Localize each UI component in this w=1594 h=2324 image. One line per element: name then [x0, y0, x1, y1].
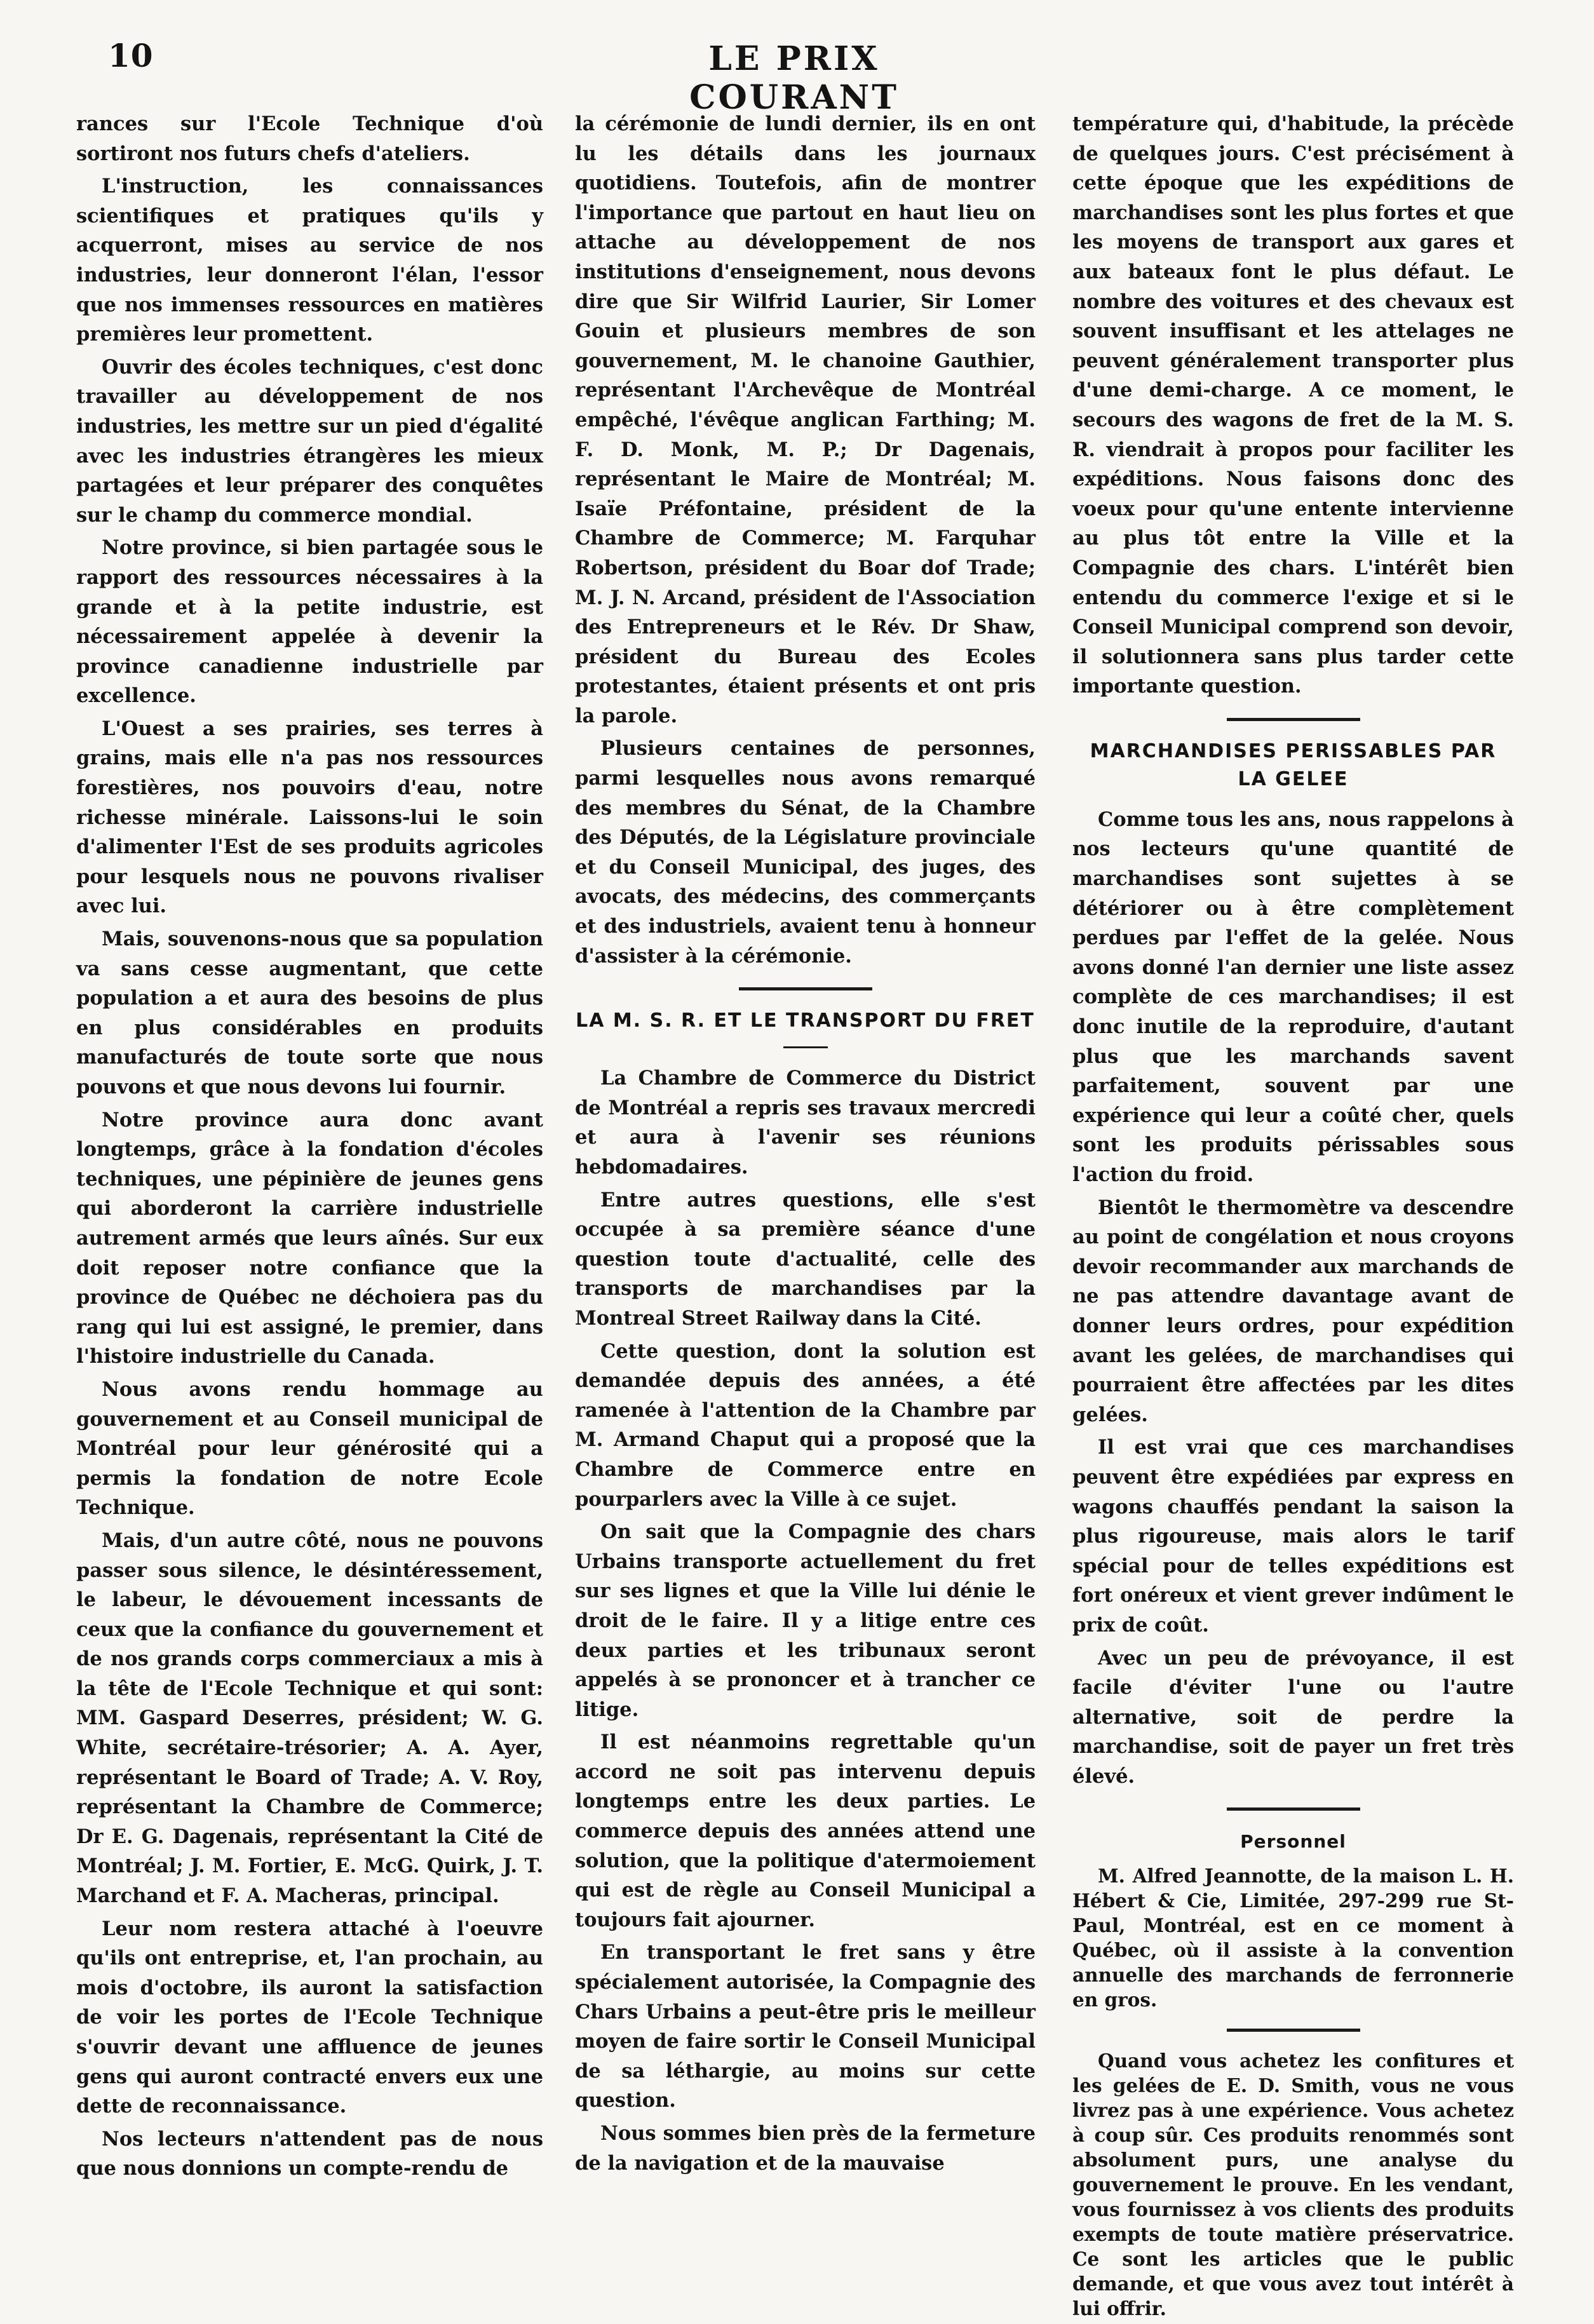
paragraph: Il est vrai que ces marchandises peuvent être expédiées par express en wagons chauffés pendant la saison la plus rigoureuse, mais alors le tarif spécial pour de telles expéditions est fort onéreux et vient grever indûment le prix de coût.: [1072, 1436, 1514, 1637]
paragraph: L'instruction, les connaissances scientifiques et pratiques qu'ils y acquerront, mises au service de nos industries, leur donneront l'élan, l'essor que nos immenses ressources en matières premières leur promettent.: [76, 175, 543, 346]
paragraph: Ouvrir des écoles techniques, c'est donc travailler au développement de nos industries, les mettre sur un pied d'égalité avec les industries étrangères les mieux partagées et leur préparer des conquêtes sur le champ du commerce mondial.: [76, 355, 543, 527]
page-number: 10: [108, 37, 154, 74]
paragraph: Bientôt le thermomètre va descendre au point de congélation et nous croyons devoir recommander aux marchands de ne pas attendre davantage avant de donner leurs ordres, pour expédition avant les gelées, de marchandises qui pourraient être affectées par les dites gelées.: [1072, 1196, 1514, 1426]
paragraph: Entre autres questions, elle s'est occupée à sa première séance d'une question toute d'actualité, celle des transports de marchandises par la Montreal Street Railway dans la Cité.: [575, 1188, 1036, 1330]
paragraph: En transportant le fret sans y être spécialement autorisée, la Compagnie des Chars Urbains a peut-être pris le meilleur moyen de faire sortir le Conseil Municipal de sa léthargie, au moins sur cette question.: [575, 1941, 1036, 2112]
paragraph: M. Alfred Jeannotte, de la maison L. H. Hébert & Cie, Limitée, 297-299 rue St-Paul, Montréal, est en ce moment à Québec, où il assiste à la convention annuelle des marchands de ferronnerie en gros.: [1072, 1865, 1514, 2011]
paragraph: Plusieurs centaines de personnes, parmi lesquelles nous avons remarqué des membres du Sénat, de la Chambre des Députés, de la Législature provinciale et du Conseil Municipal, des juges, des avocats, des médecins, des commerçants et des industriels, avaient tenu à honneur d'assister à la cérémonie.: [575, 737, 1036, 968]
paragraph: Avec un peu de prévoyance, il est facile d'éviter l'une ou l'autre alternative, soit de perdre la marchandise, soit de payer un fret très élevé.: [1072, 1646, 1514, 1788]
section-divider: [1227, 2029, 1360, 2032]
paragraph: Quand vous achetez les confitures et les gelées de E. D. Smith, vous ne vous livrez pas à une expérience. Vous achetez à coup sûr. Ces produits renommés sont absolument purs, une analyse du gouvernement le prouve. En les vendant, vous fournissez à vos clients des produits exempts de toute matière préservatrice. Ce sont les articles que le public demande, et que vous avez tout intérêt à lui offrir.: [1072, 2050, 1514, 2320]
masthead-title: LE PRIX COURANT: [689, 39, 899, 117]
paragraph: Mais, d'un autre côté, nous ne pouvons passer sous silence, le désintéressement, le labeur, le dévouement incessants de ceux que la confiance du gouvernement et de nos grands corps commerciaux a mis à la tête de l'Ecole Technique et qui sont: MM. Gaspard Deserres, président; W. G. White, secrétaire-trésorier; A. A. Ayer, représentant le Board of Trade; A. V. Roy, représentant la Chambre de Commerce; Dr E. G. Dagenais, représentant la Cité de Montréal; J. M. Fortier, E. McG. Quirk, J. T. Marchand et F. A. Macheras, principal.: [76, 1529, 543, 1908]
paragraph: Comme tous les ans, nous rappelons à nos lecteurs qu'une quantité de marchandises sont sujettes à se détériorer ou à être complètement perdues par l'effet de la gelée. Nous avons donné l'an dernier une liste assez complète de ces marchandises; il est donc inutile de la reproduire, d'autant plus que les marchands savent parfaitement, souvent par une expérience qui leur a coûté cher, quels sont les produits périssables sous l'action du froid.: [1072, 807, 1514, 1186]
column-3: [1072, 109, 1514, 2324]
paragraph: Cette question, dont la solution est demandée depuis des années, a été ramenée à l'attention de la Chambre par M. Armand Chaput qui a proposé que la Chambre de Commerce entre en pourparlers avec la Ville à ce sujet.: [575, 1339, 1036, 1511]
section-heading-msr: LA M. S. R. ET LE TRANSPORT DU FRET: [576, 1010, 1035, 1032]
column-1: [76, 109, 543, 2187]
paragraph: La Chambre de Commerce du District de Montréal a repris ses travaux mercredi et aura à l'avenir ses réunions hebdomadaires.: [575, 1067, 1036, 1179]
paragraph: L'Ouest a ses prairies, ses terres à grains, mais elle n'a pas nos ressources forestières, nos pouvoirs d'eau, notre richesse minérale. Laissons-lui le soin d'alimenter l'Est de ses produits agricoles pour lesquels nous ne pouvons rivaliser avec lui.: [76, 717, 543, 918]
paragraph: température qui, d'habitude, la précède de quelques jours. C'est précisément à cette époque que les expéditions de marchandises sont les plus fortes et que les moyens de transport aux gares et aux bateaux font le plus défaut. Le nombre des voitures et des chevaux est souvent insuffisant et les attelages ne peuvent généralement transporter plus d'une demi-charge. A ce moment, le secours des wagons de fret de la M. S. R. viendrait à propos pour faciliter les expéditions. Nous faisons donc des voeux pour qu'une entente intervienne au plus tôt entre la Ville et la Compagnie des chars. L'intérêt bien entendu du commerce l'exige et si le Conseil Municipal comprend son devoir, il solutionnera sans plus tarder cette importante question.: [1072, 112, 1514, 698]
paragraph: Leur nom restera attaché à l'oeuvre qu'ils ont entreprise, et, l'an prochain, au mois d'octobre, ils auront la satisfaction de voir les portes de l'Ecole Technique s'ouvrir devant une affluence de jeunes gens qui auront contracté envers eux une dette de reconnaissance.: [76, 1917, 543, 2118]
paragraph: Notre province aura donc avant longtemps, grâce à la fondation d'écoles techniques, une pépinière de jeunes gens qui aborderont la carrière industrielle autrement armés que leurs aînés. Sur eux doit reposer notre confiance que la province de Québec ne déchoiera pas du rang qui lui est assigné, le premier, dans l'histoire industrielle du Canada.: [76, 1108, 543, 1368]
paragraph: Nous avons rendu hommage au gouvernement et au Conseil municipal de Montréal pour leur générosité qui a permis la fondation de notre Ecole Technique.: [76, 1377, 543, 1520]
column-2: [575, 109, 1036, 2181]
paragraph: Il est néanmoins regrettable qu'un accord ne soit pas intervenu depuis longtemps entre les deux parties. Le commerce depuis des années attend une solution, que la politique d'atermoiement qui est de règle au Conseil Municipal a toujours fait ajourner.: [575, 1731, 1036, 1931]
section-heading-personnel: Personnel: [1240, 1831, 1346, 1853]
section-divider: [1227, 718, 1360, 721]
paragraph: Nos lecteurs n'attendent pas de nous que nous donnions un compte-rendu de: [76, 2127, 543, 2180]
heading-underline: [783, 1046, 828, 1048]
section-divider: [1227, 1807, 1360, 1811]
paragraph: Notre province, si bien partagée sous le rapport des ressources nécessaires à la grande et à la petite industrie, est nécessairement appelée à devenir la province canadienne industrielle par excellence.: [76, 536, 543, 708]
paragraph: Nous sommes bien près de la fermeture de la navigation et de la mauvaise: [575, 2122, 1036, 2175]
section-heading-perissables: MARCHANDISES PERISSABLES PAR LA GELEE: [1090, 740, 1497, 790]
paragraph: Mais, souvenons-nous que sa population va sans cesse augmentant, que cette population a et aura des besoins de plus en plus considérables en produits manufacturés de toute sorte que nous pouvons et que nous devons lui fournir.: [76, 928, 543, 1098]
paragraph: la cérémonie de lundi dernier, ils en ont lu les détails dans les journaux quotidiens. Toutefois, afin de montrer l'importance que partout en haut lieu on attache au développement de nos institutions d'enseignement, nous devons dire que Sir Wilfrid Laurier, Sir Lomer Gouin et plusieurs membres de son gouvernement, M. le chanoine Gauthier, représentant l'Archevêque de Montréal empêché, l'évêque anglican Farthing; M. F. D. Monk, M. P.; Dr Dagenais, représentant le Maire de Montréal; M. Isaïe Préfontaine, président de la Chambre de Commerce; M. Farquhar Robertson, président du Boar dof Trade; M. J. N. Arcand, président de l'Association des Entrepreneurs et le Rév. Dr Shaw, président du Bureau des Ecoles protestantes, étaient présents et ont pris la parole.: [575, 112, 1036, 727]
paragraph: On sait que la Compagnie des chars Urbains transporte actuellement du fret sur ses lignes et que la Ville lui dénie le droit de le faire. Il y a litige entre ces deux parties et les tribunaux seront appelés à se prononcer et à trancher ce litige.: [575, 1520, 1036, 1721]
section-divider: [739, 987, 872, 990]
paragraph: rances sur l'Ecole Technique d'où sortiront nos futurs chefs d'ateliers.: [76, 112, 543, 165]
